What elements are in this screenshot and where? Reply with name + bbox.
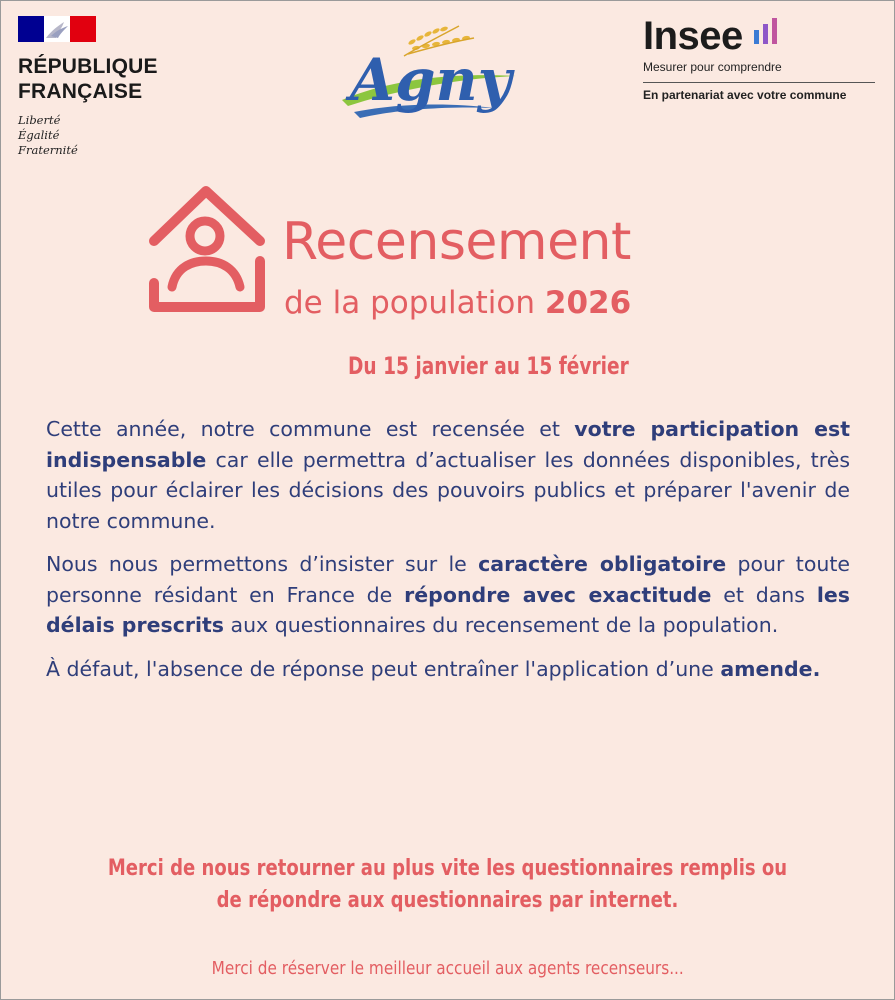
republique-francaise-name [18,54,218,104]
census-dates: Du 15 janvier au 15 février [348,352,629,380]
motto-fraternite: Fraternité [18,143,78,157]
agny-commune-logo [334,20,524,120]
insee-divider [643,82,875,83]
motto-liberte: Liberté [18,113,61,127]
p2-bold2: répondre avec exactitude [404,582,712,607]
p1-text1: Cette année, notre commune est recensée et [46,417,575,441]
welcome-agents-notice [0,955,895,983]
house-person-icon [148,183,268,313]
title-sub-prefix: de la population [284,285,536,321]
insee-name: Insee [643,14,743,58]
republique-motto [18,113,218,158]
return-questionnaires-notice [20,853,875,917]
body-text [46,414,850,697]
p3-text1: À défaut, l'absence de réponse peut entraîner l'application d’une [46,656,721,681]
p2-text4: aux questionnaires du recensement de la population. [223,613,779,637]
insee-bars-icon [752,18,782,44]
title-subtitle [284,283,631,323]
accueil-text: Merci de réserver le meilleur accueil aux agents recenseurs... [211,958,684,979]
marianne-flag-icon [18,16,96,42]
merci-line2: de répondre aux questionnaires par internet. [216,888,679,913]
title-recensement: Recensement [282,212,631,272]
p2-text3: et dans [711,582,817,607]
paragraph-obligation [46,549,850,641]
paragraph-amende [46,654,850,685]
insee-tagline: Mesurer pour comprendre [643,60,782,74]
insee-partnership: En partenariat avec votre commune [643,88,847,102]
paragraph-participation [46,414,850,536]
p2-text1: Nous nous permettons d’insister sur le [46,552,479,576]
title-year: 2026 [544,285,632,321]
republique-francaise-logo [18,16,218,158]
p2-bold1: caractère obligatoire [478,552,727,576]
p3-bold1: amende. [720,656,821,681]
agny-logo-text: Agny [350,46,512,114]
p2-text2: pour toute personne résidant en France de [46,552,850,607]
motto-egalite: Égalité [18,128,60,142]
p1-text2: car elle permettra d’actualiser les données disponibles, très utiles pour éclairer les décisions des pouvoirs publics et préparer l'avenir de notre commune. [46,447,850,533]
p1-bold1: votre participation est indispensable [46,417,850,472]
agny-logo-icon [334,20,524,120]
rf-name-line2: FRANÇAISE [18,80,143,103]
rf-name-line1: RÉPUBLIQUE [18,55,158,78]
p2-bold3: les délais prescrits [46,582,850,637]
merci-line1: Merci de nous retourner au plus vite les questionnaires remplis ou [107,856,788,881]
insee-logo [643,14,883,102]
